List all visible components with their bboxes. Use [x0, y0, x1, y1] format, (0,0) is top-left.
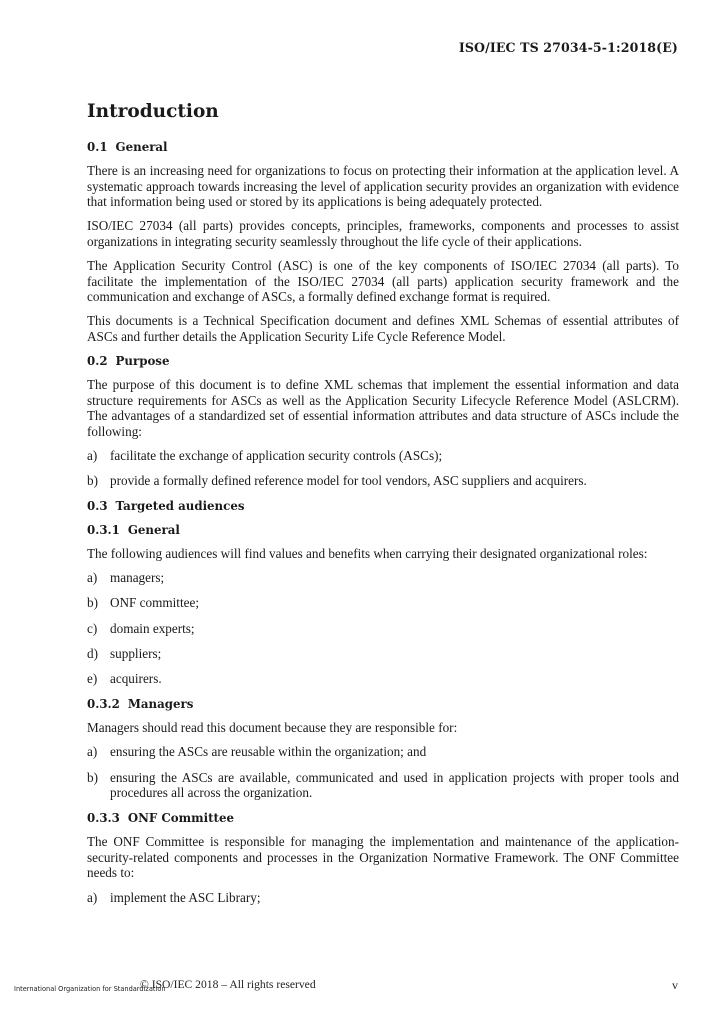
section-0-3-3-heading: [87, 810, 679, 826]
list-text: managers;: [110, 570, 165, 586]
list-marker: c): [87, 620, 98, 636]
list-item: [87, 744, 679, 760]
footer-copyright: © ISO/IEC 2018 – All rights reserved: [140, 978, 316, 991]
list-marker: a): [87, 889, 98, 905]
section-title: Targeted audiences: [115, 499, 245, 514]
section-title: General: [115, 140, 168, 154]
section-title: ONF Committee: [127, 811, 234, 826]
list-item: [87, 473, 679, 489]
section-number: 0.3.2: [87, 697, 120, 712]
paragraph: The Application Security Control (ASC) is one of the key components of ISO/IEC 27034 (all parts). To facilitate the implementation of the ISO/IEC 27034 (all parts) application security framework and the communication and exchange of ASCs, a formally defined exchange format is required.: [87, 257, 679, 305]
list-marker: b): [87, 595, 98, 611]
document-id-header: ISO/IEC TS 27034-5-1:2018(E): [458, 40, 678, 55]
list-item: [87, 671, 679, 687]
list-marker: b): [87, 769, 98, 785]
section-0-3-heading: [87, 498, 679, 514]
list-text: acquirers.: [110, 671, 162, 687]
section-title: Managers: [127, 697, 194, 712]
list-item: [87, 621, 679, 637]
list-text: implement the ASC Library;: [110, 889, 261, 905]
section-0-1-heading: [87, 139, 679, 155]
list-text: ONF committee;: [110, 595, 200, 611]
list-text: provide a formally defined reference model for tool vendors, ASC suppliers and acquirers.: [110, 473, 587, 488]
page-title: Introduction: [87, 101, 219, 122]
list-item: [87, 570, 679, 586]
section-0-2-heading: [87, 353, 679, 369]
paragraph: This documents is a Technical Specification document and defines XML Schemas of essential attributes of ASCs and further details the Application Security Life Cycle Reference Model.: [87, 313, 679, 344]
list-marker: d): [87, 645, 98, 661]
list-text: ensuring the ASCs are available, communicated and used in application projects with proper tools and procedures all across the organization.: [110, 769, 679, 801]
list-item: [87, 646, 679, 662]
section-number: 0.3.3: [87, 811, 120, 826]
footer-organization: International Organization for Standardization: [14, 985, 166, 993]
section-number: 0.1: [87, 140, 108, 154]
list-item: [87, 890, 679, 906]
section-0-3-1-heading: [87, 522, 679, 538]
paragraph: Managers should read this document because they are responsible for:: [87, 720, 458, 736]
section-title: Purpose: [115, 353, 170, 368]
section-number: 0.3: [87, 499, 108, 514]
section-number: 0.3.1: [87, 523, 120, 538]
list-marker: a): [87, 744, 98, 760]
list-marker: b): [87, 473, 98, 488]
document-body: [87, 100, 679, 915]
list-text: suppliers;: [110, 645, 162, 661]
paragraph: The purpose of this document is to define XML schemas that implement the essential information and data structure requirements for ASCs as well as the Application Security Lifecycle Reference Model (ASLCRM). The advantages of a standardized set of essential information attributes and data structure of ASCs include the following:: [87, 376, 679, 439]
list-text: facilitate the exchange of application security controls (ASCs);: [110, 447, 443, 463]
paragraph: ISO/IEC 27034 (all parts) provides concepts, principles, frameworks, components and processes to assist organizations in integrating security seamlessly throughout the life cycle of their applications.: [87, 218, 679, 249]
list-item: [87, 770, 679, 801]
list-text: domain experts;: [110, 620, 195, 636]
section-title: General: [127, 523, 180, 538]
list-item: [87, 448, 679, 464]
list-text: ensuring the ASCs are reusable within the organization; and: [110, 744, 427, 760]
section-number: 0.2: [87, 353, 108, 368]
page-number: v: [672, 978, 678, 992]
list-marker: e): [87, 671, 98, 687]
list-marker: a): [87, 447, 98, 463]
section-0-3-2-heading: [87, 696, 679, 712]
list-item: [87, 595, 679, 611]
paragraph: There is an increasing need for organizations to focus on protecting their information at the application level. A systematic approach towards increasing the level of application security provides an organization with evidence that information being used or stored by its applications is being adequately protected.: [87, 163, 679, 210]
paragraph: The following audiences will find values and benefits when carrying their designated organizational roles:: [87, 546, 648, 562]
paragraph: The ONF Committee is responsible for managing the implementation and maintenance of the application-security-related components and processes in the Organization Normative Framework. The ONF Committee needs to:: [87, 834, 679, 881]
list-marker: a): [87, 570, 98, 586]
